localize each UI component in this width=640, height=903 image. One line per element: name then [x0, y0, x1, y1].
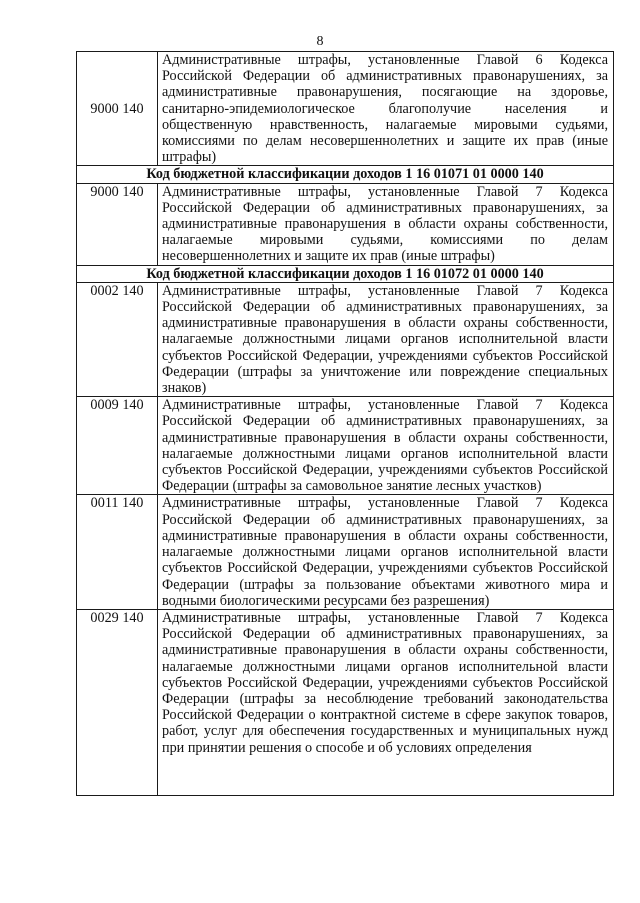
table-row — [77, 282, 614, 396]
table-row — [77, 609, 614, 795]
description-cell: Административные штрафы, установленные Главой 7 Кодекса Российской Федерации об административных правонарушениях, за административные правонарушения в области охраны собственности, налагаемые мировыми судьями, комиссиями по делам несовершеннолетних и защите их прав (иные штрафы) — [158, 183, 614, 265]
budget-code-table — [76, 51, 614, 796]
description-cell: Административные штрафы, установленные Главой 7 Кодекса Российской Федерации об административных правонарушениях, за административные правонарушения в области охраны собственности, налагаемые должностными лицами органов исполнительной власти субъектов Российской Федерации, учреждениями субъектов Российской Федерации (штрафы за пользование объектами животного мира и водными биологическими ресурсами без разрешения) — [158, 495, 614, 609]
section-header-row — [77, 166, 614, 183]
table-row — [77, 52, 614, 166]
section-header-row — [77, 265, 614, 282]
income-code-cell: 0009 140 — [77, 397, 158, 495]
description-cell: Административные штрафы, установленные Главой 6 Кодекса Российской Федерации об административных правонарушениях, за административные правонарушения, посягающие на здоровье, санитарно-эпидемиологическое благополучие населения и общественную нравственность, налагаемые мировыми судьями, комиссиями по делам несовершеннолетних и защите их прав (иные штрафы) — [158, 52, 614, 166]
description-text: Административные штрафы, установленные Главой 7 Кодекса Российской Федерации об административных правонарушениях, за административные правонарушения в области охраны собственности, налагаемые должностными лицами органов исполнительной власти субъектов Российской Федерации, учреждениями субъектов Российской Федерации (штрафы за несоблюдение требований законодательства Российской Федерации о контрактной системе в сфере закупок товаров, работ, услуг для обеспечения государственных и муниципальных нужд при принятии решения о способе и об условиях определения — [162, 609, 608, 756]
page-number: 8 — [316, 34, 324, 49]
description-cell: Административные штрафы, установленные Главой 7 Кодекса Российской Федерации об административных правонарушениях, за административные правонарушения в области охраны собственности, налагаемые должностными лицами органов исполнительной власти субъектов Российской Федерации, учреждениями субъектов Российской Федерации (штрафы за самовольное занятие лесных участков) — [158, 397, 614, 495]
budget-classification-header: Код бюджетной классификации доходов 1 16 01071 01 0000 140 — [77, 166, 614, 183]
budget-classification-header: Код бюджетной классификации доходов 1 16 01072 01 0000 140 — [77, 265, 614, 282]
income-code-cell: 9000 140 — [77, 183, 158, 265]
income-code-cell: 9000 140 — [77, 52, 158, 166]
description-cell: Административные штрафы, установленные Главой 7 Кодекса Российской Федерации об административных правонарушениях, за административные правонарушения в области охраны собственности, налагаемые должностными лицами органов исполнительной власти субъектов Российской Федерации, учреждениями субъектов Российской Федерации (штрафы за уничтожение или повреждение специальных знаков) — [158, 282, 614, 396]
income-code-cell: 0011 140 — [77, 495, 158, 609]
table-row — [77, 397, 614, 495]
income-code-cell: 0029 140 — [77, 609, 158, 795]
table-row — [77, 183, 614, 265]
description-cell — [158, 609, 614, 795]
table-row — [77, 495, 614, 609]
income-code-cell: 0002 140 — [77, 282, 158, 396]
